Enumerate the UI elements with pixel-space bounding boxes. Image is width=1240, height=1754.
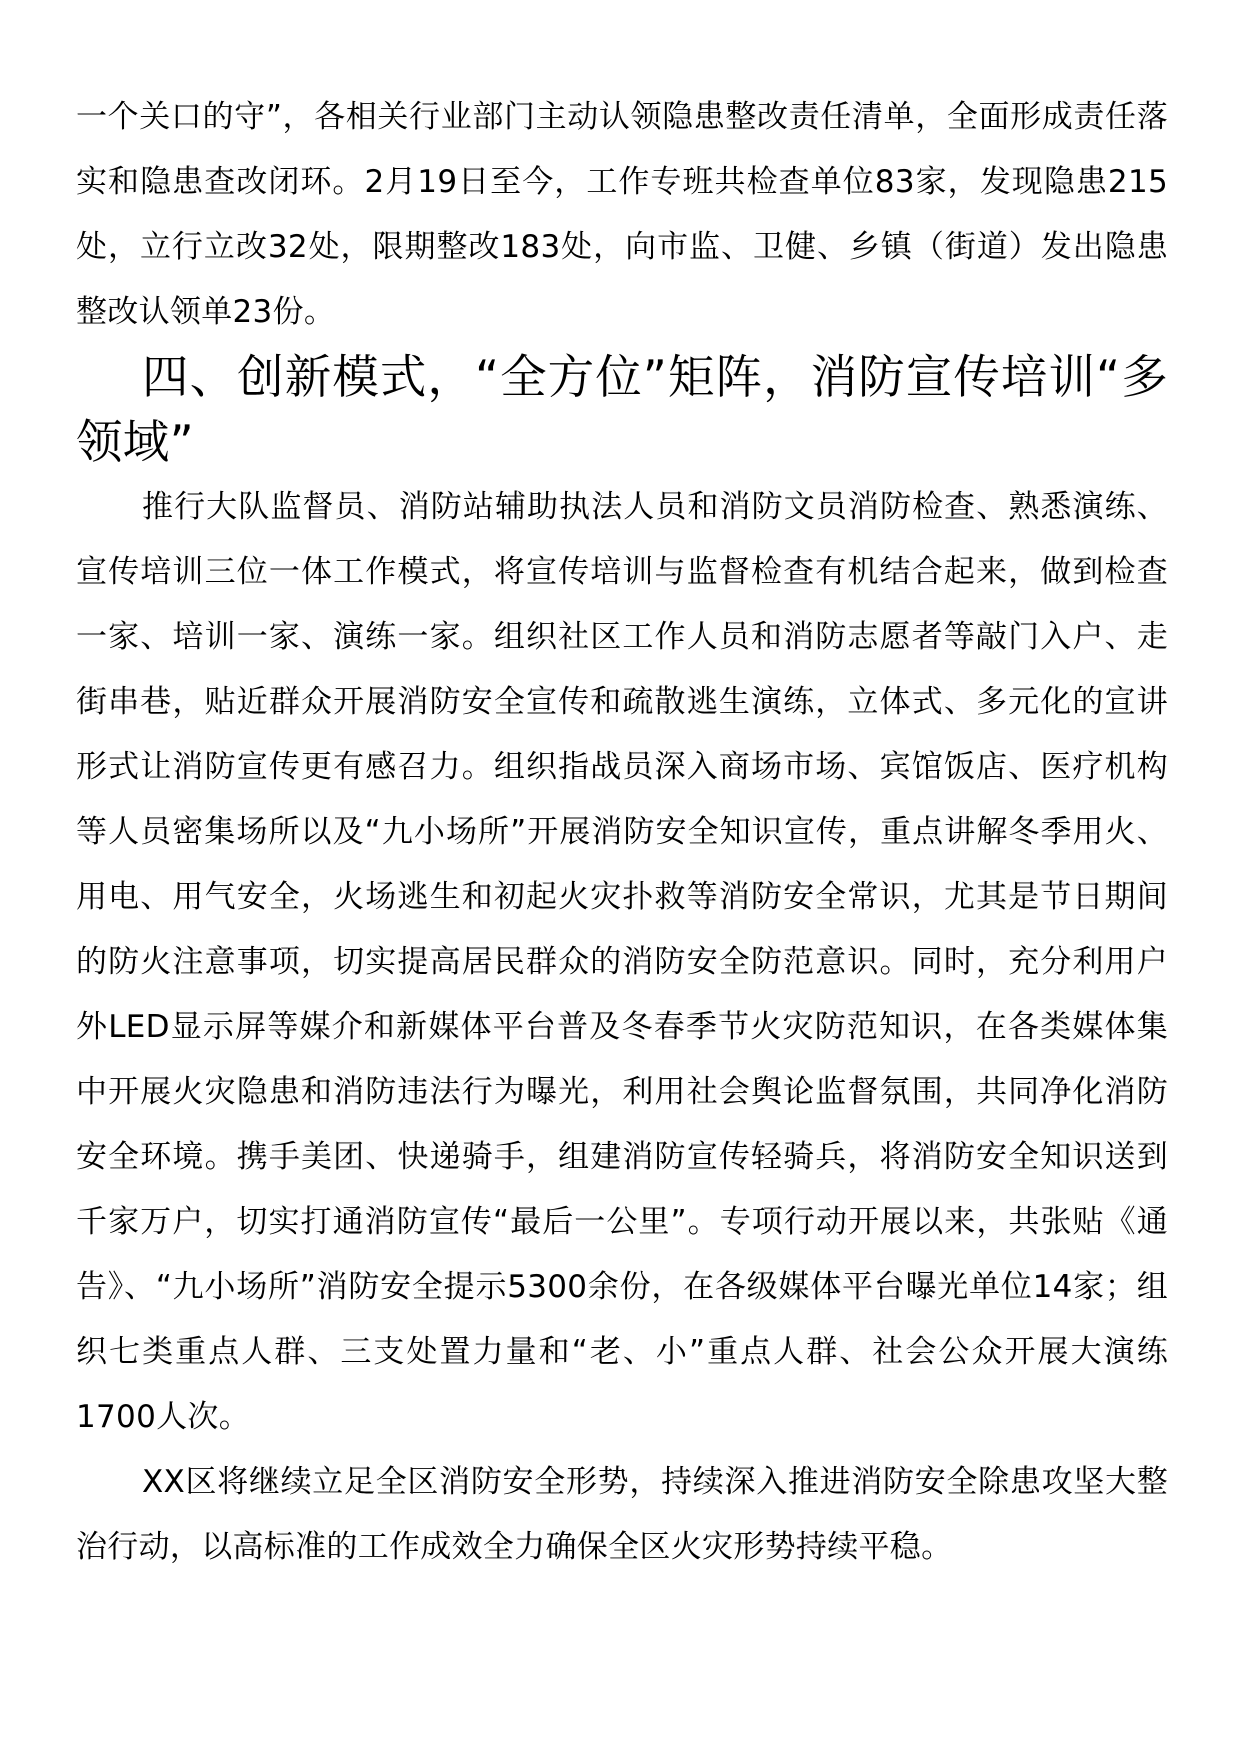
- paragraph-publicity-training: 推行大队监督员、消防站辅助执法人员和消防文员消防检查、熟悉演练、宣传培训三位一体工作模式，将宣传培训与监督检查有机结合起来，做到检查一家、培训一家、演练一家。组织社区工作人员和消防志愿者等敲门入户、走街串巷，贴近群众开展消防安全宣传和疏散逃生演练，立体式、多元化的宣讲形式让消防宣传更有感召力。组织指战员深入商场市场、宾馆饭店、医疗机构等人员密集场所以及“九小场所”开展消防安全知识宣传，重点讲解冬季用火、用电、用气安全，火场逃生和初起火灾扑救等消防安全常识，尤其是节日期间的防火注意事项，切实提高居民群众的消防安全防范意识。同时，充分利用户外LED显示屏等媒介和新媒体平台普及冬春季节火灾防范知识，在各类媒体集中开展火灾隐患和消防违法行为曝光，利用社会舆论监督氛围，共同净化消防安全环境。携手美团、快递骑手，组建消防宣传轻骑兵，将消防安全知识送到千家万户，切实打通消防宣传“最后一公里”。专项行动开展以来，共张贴《通告》、“九小场所”消防安全提示5300余份，在各级媒体平台曝光单位14家；组织七类重点人群、三支处置力量和“老、小”重点人群、社会公众开展大演练1700人次。: [76, 489, 1168, 1435]
- section-heading-4: 四、创新模式，“全方位”矩阵，消防宣传培训“多领域”: [76, 350, 1168, 469]
- paragraph-inspection-results: 一个关口的守”，各相关行业部门主动认领隐患整改责任清单，全面形成责任落实和隐患查改闭环。2月19日至今，工作专班共检查单位83家，发现隐患215处，立行立改32处，限期整改183处，向市监、卫健、乡镇（街道）发出隐患整改认领单23份。: [76, 99, 1168, 330]
- paragraph-conclusion: XX区将继续立足全区消防安全形势，持续深入推进消防安全除患攻坚大整治行动，以高标准的工作成效全力确保全区火灾形势持续平稳。: [76, 1464, 1168, 1565]
- document-page: [76, 85, 1168, 1580]
